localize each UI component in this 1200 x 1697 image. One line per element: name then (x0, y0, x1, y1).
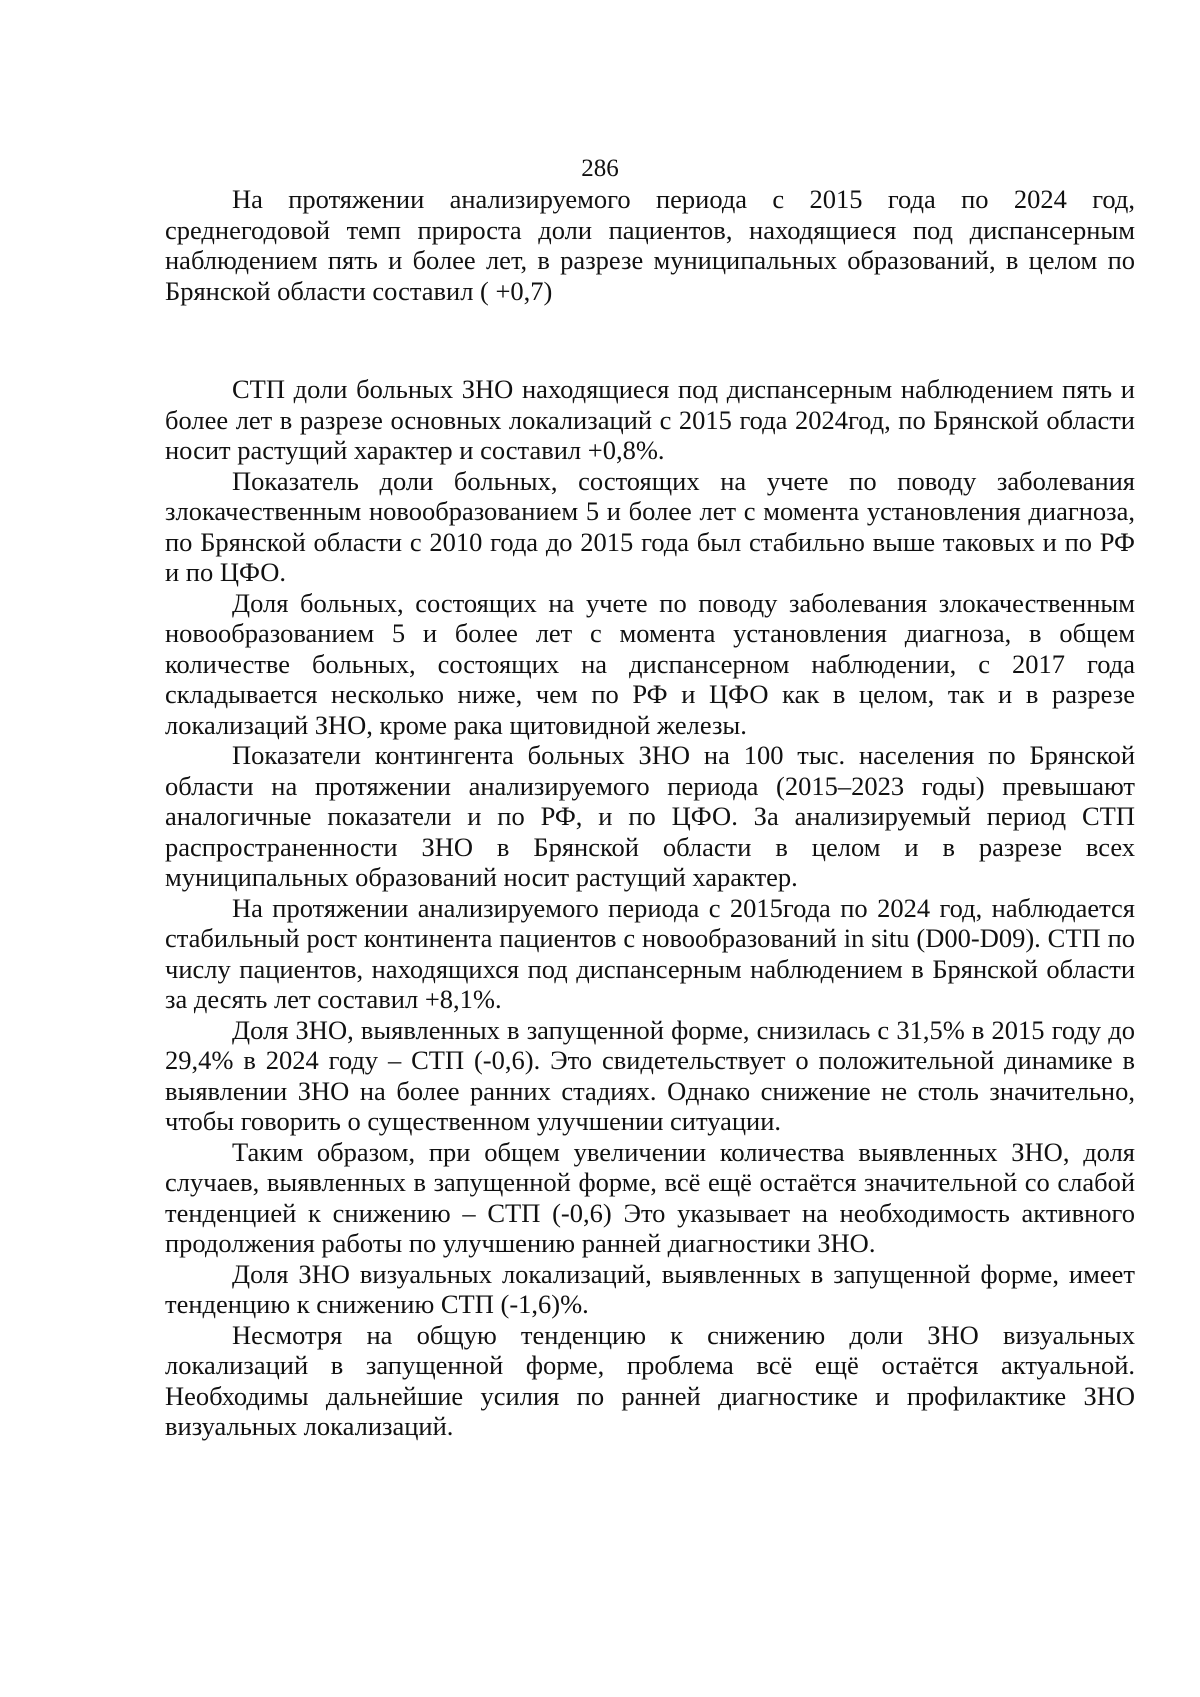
paragraph: Таким образом, при общем увеличении количества выявленных ЗНО, доля случаев, выявленных в запущенной форме, всё ещё остаётся значительной со слабой тенденцией к снижению – СТП (-0,6) Это указывает на необходимость активного продолжения работы по улучшению ранней диагностики ЗНО. (165, 1136, 1135, 1258)
paragraph: На протяжении анализируемого периода с 2015 года по 2024 год, среднегодовой темп прироста доли пациентов, находящиеся под диспансерным наблюдением пять и более лет, в разрезе муниципальных образований, в целом по Брянской области составил ( +0,7) (165, 184, 1135, 306)
paragraph: Доля ЗНО, выявленных в запущенной форме, снизилась с 31,5% в 2015 году до 29,4% в 2024 году – СТП (-0,6). Это свидетельствует о положительной динамике в выявлении ЗНО на более ранних стадиях. Однако снижение не столь значительно, чтобы говорить о существенном улучшении ситуации. (165, 1014, 1135, 1136)
document-body (165, 184, 1135, 1442)
paragraph: Показатель доли больных, состоящих на учете по поводу заболевания злокачественным новообразованием 5 и более лет с момента установления диагноза, по Брянской области с 2010 года до 2015 года был стабильно выше таковых и по РФ и по ЦФО. (165, 465, 1135, 587)
paragraph: СТП доли больных ЗНО находящиеся под диспансерным наблюдением пять и более лет в разрезе основных локализаций с 2015 года 2024год, по Брянской области носит растущий характер и составил +0,8%. (165, 374, 1135, 465)
page-number: 286 (581, 155, 619, 182)
paragraph: Несмотря на общую тенденцию к снижению доли ЗНО визуальных локализаций в запущенной форме, проблема всё ещё остаётся актуальной. Необходимы дальнейшие усилия по ранней диагностике и профилактике ЗНО визуальных локализаций. (165, 1319, 1135, 1441)
paragraph: На протяжении анализируемого периода с 2015года по 2024 год, наблюдается стабильный рост континента пациентов с новообразований in situ (D00-D09). СТП по числу пациентов, находящихся под диспансерным наблюдением в Брянской области за десять лет составил +8,1%. (165, 892, 1135, 1014)
paragraph: Доля больных, состоящих на учете по поводу заболевания злокачественным новообразованием 5 и более лет с момента установления диагноза, в общем количестве больных, состоящих на диспансерном наблюдении, с 2017 года складывается несколько ниже, чем по РФ и ЦФО как в целом, так и в разрезе локализаций ЗНО, кроме рака щитовидной железы. (165, 587, 1135, 740)
paragraph: Показатели контингента больных ЗНО на 100 тыс. населения по Брянской области на протяжении анализируемого периода (2015–2023 годы) превышают аналогичные показатели и по РФ, и по ЦФО. За анализируемый период СТП распространенности ЗНО в Брянской области в целом и в разрезе всех муниципальных образований носит растущий характер. (165, 740, 1135, 892)
paragraph: Доля ЗНО визуальных локализаций, выявленных в запущенной форме, имеет тенденцию к снижению СТП (-1,6)%. (165, 1258, 1135, 1319)
